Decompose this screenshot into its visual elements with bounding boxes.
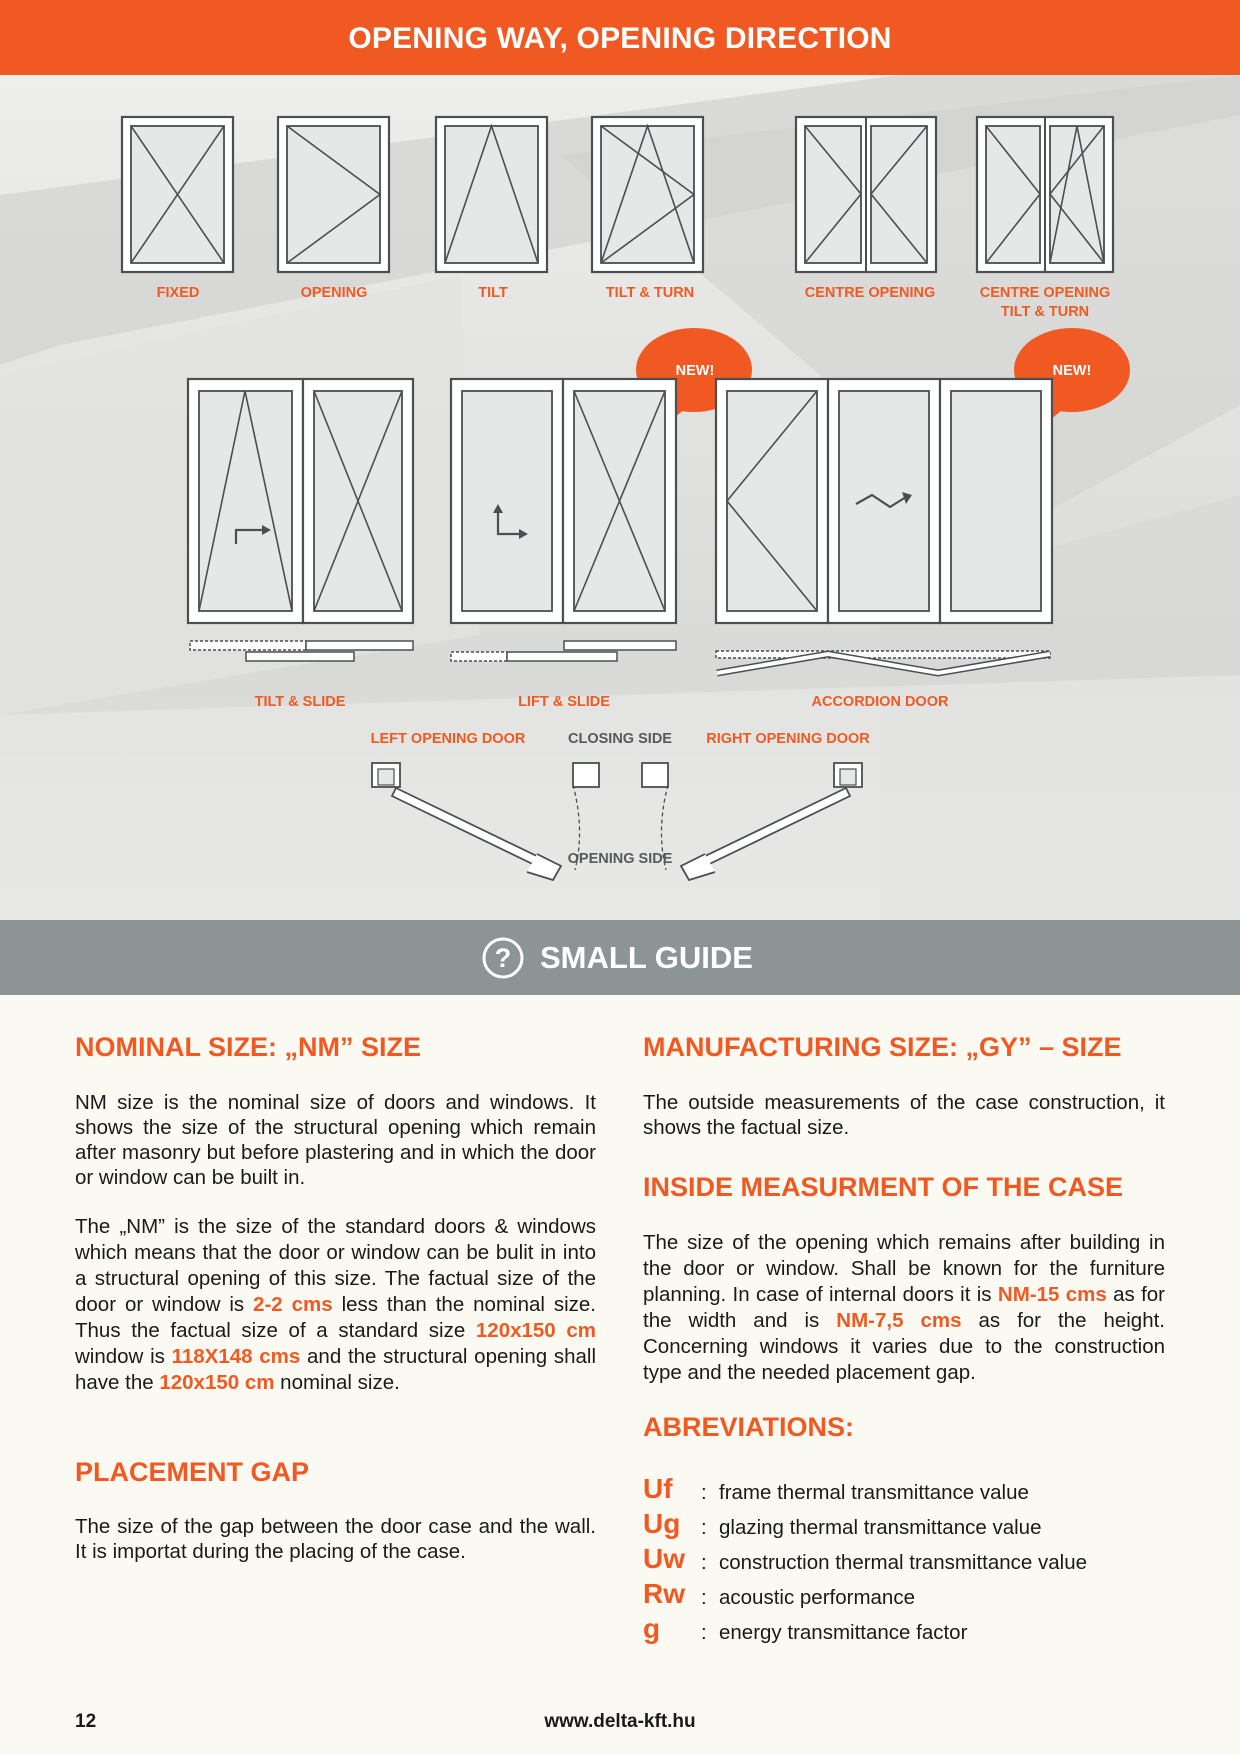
tilt-slide-plan-b	[306, 641, 413, 650]
label-opening-side: OPENING SIDE	[567, 851, 673, 867]
label-centre-opening: CENTRE OPENING	[804, 285, 936, 301]
window-tilt-glass	[445, 126, 538, 263]
new-badge-2: NEW!	[1052, 363, 1092, 379]
abbr-uf: Uf : frame thermal transmittance value	[643, 1473, 1029, 1504]
right-door-plan-leaf	[697, 788, 850, 870]
right-door-plan-jamb-inner	[840, 769, 856, 785]
label-fixed: FIXED	[156, 285, 200, 301]
label-lift-slide: LIFT & SLIDE	[518, 694, 610, 710]
new-badge-1: NEW!	[675, 363, 715, 379]
accordion-panel-1-glass	[727, 391, 817, 611]
abbr-uw: Uw : construction thermal transmittance value	[643, 1543, 1088, 1574]
page-title: OPENING WAY, OPENING DIRECTION	[348, 22, 892, 55]
tilt-slide-plan-c	[246, 652, 354, 661]
manufacturing-size-heading: MANUFACTURING SIZE: „GY” – SIZE	[643, 1032, 1122, 1062]
svg-text:?: ?	[494, 943, 512, 973]
label-tilt-turn-2: TILT & TURN	[1000, 304, 1090, 320]
centre-right-glass	[871, 126, 927, 263]
inside-measurement-text: The size of the opening which remains after building in the door or window. Shall be known for the furniture planning. In case of internal doors it is NM-15 cms as for the width and is NM-7,5 cms as for the height. Concerning windows it varies due to the construction type and the needed placement gap.	[643, 1231, 1166, 1384]
guide-title: SMALL GUIDE	[540, 940, 753, 975]
nominal-size-text-2: The „NM” is the size of the standard doors & windows which means that the door or window can be bulit in into a structural opening of this size. The factual size of the door or window is 2-2 cms less than the nominal size. Thus the factual size of a standard size 120x150 cm window is 118X148 cms and the structural opening shall have the 120x150 cm nominal size.	[75, 1215, 597, 1394]
ctt-left-glass	[986, 126, 1040, 263]
label-left-opening-door: LEFT OPENING DOOR	[370, 731, 526, 747]
ctt-right-glass	[1050, 126, 1104, 263]
footer-url: www.delta-kft.hu	[544, 1711, 696, 1732]
closing-side-jamb-left	[573, 763, 599, 787]
label-centre-opening-2: CENTRE OPENING	[979, 285, 1111, 301]
abbr-g: g : energy transmittance factor	[643, 1613, 968, 1644]
label-opening: OPENING	[300, 285, 368, 301]
nominal-size-heading: NOMINAL SIZE: „NM” SIZE	[75, 1032, 422, 1062]
inside-measurement-heading: INSIDE MEASURMENT OF THE CASE	[643, 1172, 1124, 1202]
accordion-plan-track	[716, 651, 1050, 658]
left-door-plan-leaf	[392, 788, 545, 870]
centre-left-glass	[805, 126, 861, 263]
tilt-slide-plan-a	[190, 641, 306, 650]
label-accordion-door: ACCORDION DOOR	[811, 694, 949, 710]
abbr-rw: Rw : acoustic performance	[643, 1578, 915, 1609]
abbr-ug: Ug : glazing thermal transmittance value	[643, 1508, 1042, 1539]
lift-slide-left-glass	[462, 391, 552, 611]
window-diagrams	[0, 75, 1240, 920]
manufacturing-size-text: The outside measurements of the case construction, it shows the factual size.	[643, 1091, 1165, 1139]
accordion-panel-3-glass	[951, 391, 1041, 611]
window-opening-glass	[287, 126, 380, 263]
label-right-opening-door: RIGHT OPENING DOOR	[706, 731, 870, 747]
placement-gap-heading: PLACEMENT GAP	[75, 1457, 310, 1487]
closing-side-jamb-right	[642, 763, 668, 787]
left-door-plan-jamb-inner	[378, 769, 394, 785]
page-number: 12	[75, 1711, 97, 1732]
label-tilt-turn: TILT & TURN	[605, 285, 695, 301]
label-tilt-slide: TILT & SLIDE	[254, 694, 346, 710]
diagram-area	[0, 75, 1240, 920]
placement-gap-text: The size of the gap between the door case and the wall. It is importat during the placing of the case.	[75, 1515, 596, 1563]
nominal-size-text: NM size is the nominal size of doors and windows. It shows the size of the structural opening which remain after masonry but before plastering and in which the door or window can be built in.	[75, 1091, 596, 1189]
label-tilt: TILT	[478, 285, 508, 301]
window-tilt-turn-glass	[601, 126, 694, 263]
label-closing-side: CLOSING SIDE	[568, 731, 672, 747]
lift-slide-plan-a	[451, 652, 507, 661]
lift-slide-plan-c	[564, 641, 676, 650]
tilt-slide-left-glass	[199, 391, 292, 611]
question-icon	[482, 937, 524, 979]
accordion-panel-2-glass	[839, 391, 929, 611]
abbreviations-heading: ABREVIATIONS:	[643, 1412, 855, 1442]
lift-slide-plan-b	[507, 652, 617, 661]
